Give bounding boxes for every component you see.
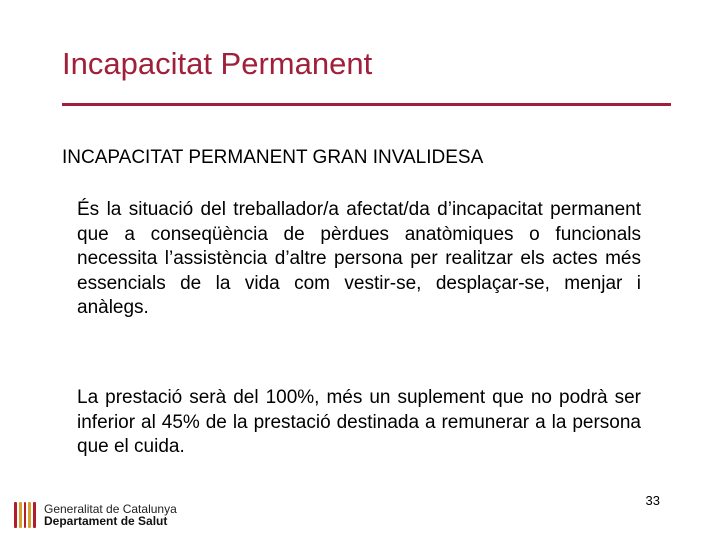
- logo-department: Departament de Salut: [44, 514, 168, 528]
- logo-text: [44, 503, 177, 527]
- title-divider: [62, 103, 671, 106]
- section-heading: INCAPACITAT PERMANENT GRAN INVALIDESA: [62, 147, 484, 168]
- page-number: 33: [645, 493, 660, 508]
- definition-paragraph: És la situació del treballador/a afectat/da d’incapacitat permanent que a conseqüència de pèrdues anatòmiques o funcionals necessita l’assistència d’altre persona per realitzar els actes més essencials de la vida com vestir-se, desplaçar-se, menjar i anàlegs.: [77, 199, 641, 318]
- catalan-flag-icon: [14, 502, 36, 528]
- generalitat-logo: [14, 502, 177, 528]
- logo-organization: Generalitat de Catalunya: [44, 502, 177, 516]
- slide-title: Incapacitat Permanent: [62, 46, 373, 81]
- benefit-paragraph: La prestació serà del 100%, més un suplement que no podrà ser inferior al 45% de la prestació destinada a remunerar a la persona que el cuida.: [77, 387, 641, 457]
